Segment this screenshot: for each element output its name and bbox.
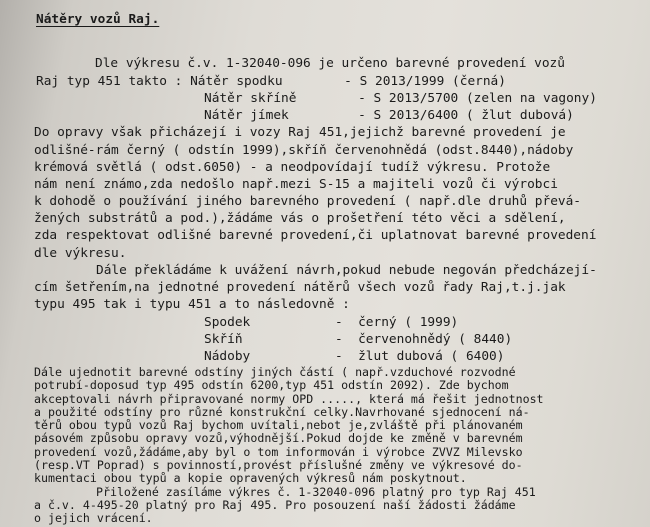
text-line: dle výkresu.	[34, 246, 127, 261]
text-line: cím šetřením,na jednotné provedení nátěrů všech vozů řady Raj,t.j.jak	[34, 280, 566, 295]
text-line: o jejich vrácení.	[34, 511, 153, 525]
text-line: nám není známo,zda nedošlo např.mezi S-15 a majiteli vozů či výrobci	[34, 177, 558, 192]
text-line: kumentaci obou typů a kopie opravených výkresů nám poskytnout.	[34, 471, 467, 486]
text-line: a č.v. 4-495-20 platný pro Raj 495. Pro posouzení naší žádosti žádáme	[34, 497, 516, 512]
text-line: Nátěr jímek - S 2013/6400 ( žlut dubová)	[204, 108, 574, 123]
text-line: potrubí-doposud typ 495 odstín 6200,typ 451 odstín 2092). Zde bychom	[34, 378, 509, 393]
text-line: Dále ujednotit barevné odstíny jiných částí ( např.vzduchové rozvodné	[34, 365, 516, 379]
text-line: Nádoby - žlut dubová ( 6400)	[204, 349, 505, 364]
text-line: Do opravy však přicházejí i vozy Raj 451,jejichž barevné provedení je	[34, 125, 566, 140]
text-line: Raj typ 451 takto : Nátěr spodku - S 2013/1999 (černá)	[36, 74, 506, 89]
text-line: Dále překládáme k uvážení návrh,pokud nebude negován předcházejí-	[96, 263, 597, 278]
text-line: odlišné-rám černý ( odstín 1999),skříň červenohnědá (odst.8440),nádoby	[34, 143, 574, 158]
text-line: typu 495 tak i typu 451 a to následovně :	[34, 297, 350, 312]
text-line: žených substrátů a pod.),žádáme vás o prošetření této věci a sdělení,	[34, 211, 566, 226]
text-line: krémová světlá ( odst.6050) - a neodpovídají tudíž výkresu. Protože	[34, 160, 551, 175]
text-line: Přiložené zasíláme výkres č. 1-32040-096 platný pro typ Raj 451	[96, 484, 536, 499]
text-line: zda respektovat odlišné barevné provedení,či uplatnovat barevné provedení	[34, 228, 597, 243]
text-line: akceptovali návrh připravované normy OPD ....., která má řešit jednotnost	[34, 391, 544, 406]
text-line: (resp.VT Poprad) s povinností,provést příslušné změny ve výkresové do-	[34, 457, 523, 472]
document-title: Nátěry vozů Raj.	[36, 12, 160, 27]
text-line: těrů obou typů vozů Raj bychom uvítali,nebot je,zvláště při plánovaném	[34, 418, 523, 433]
text-line: Spodek - černý ( 1999)	[204, 315, 459, 330]
text-line: Nátěr skříně - S 2013/5700 (zelen na vagony)	[204, 91, 597, 106]
text-line: k dohodě o používání jiného barevného provedení ( např.dle druhů převá-	[34, 194, 582, 209]
text-line: a použité odstíny pro různé konstrukční celky.Navrhované sjednocení ná-	[34, 404, 530, 419]
text-line: Skříň - červenohnědý ( 8440)	[204, 332, 513, 347]
text-line: pásovém způsobu opravy vozů,výhodnější.Pokud dojde ke změně v barevném	[34, 431, 523, 446]
text-line: provedení vozů,žádáme,aby byl o tom informován i výrobce ZVVZ Milevsko	[34, 444, 523, 459]
text-line: Dle výkresu č.v. 1-32040-096 je určeno barevné provedení vozů	[95, 56, 565, 71]
